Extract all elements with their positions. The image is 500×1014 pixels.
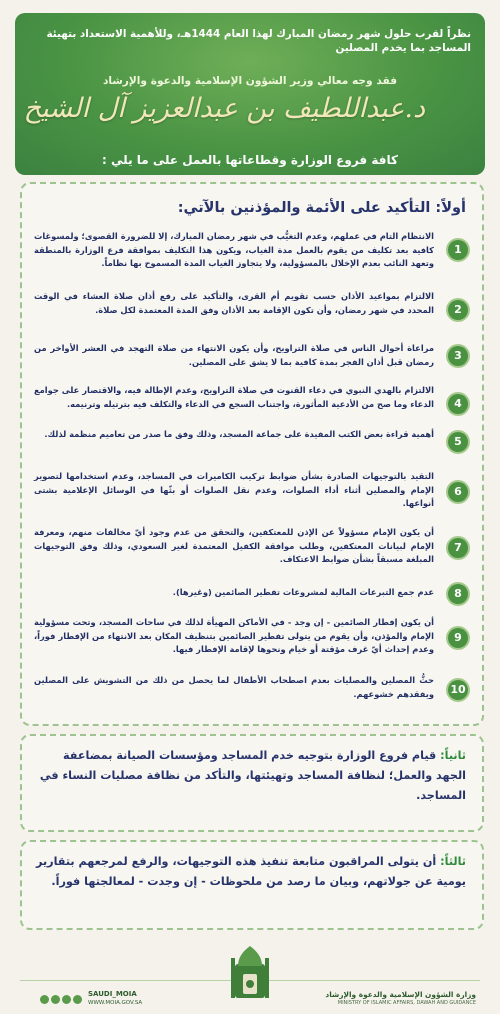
item-number-badge: 8: [448, 584, 468, 604]
item-text: الالتزام بمواعيد الأذان حسب تقويم أم القرى، والتأكيد على رفع أذان صلاة العشاء في الوقت المحدد في شهر رمضان، وأن تكون الإقامة بعد الأذان وفق المدة المعتمدة لكل صلاة.: [34, 291, 434, 315]
item-number-badge: 5: [448, 432, 468, 452]
section-first: [20, 182, 484, 726]
section-third-text: [36, 852, 466, 892]
minister-signature: د.عبداللطيف بن عبدالعزيز آل الشيخ: [23, 93, 425, 124]
item-text: أهمية قراءة بعض الكتب المفيدة على جماعة المسجد، وذلك وفق ما صدر من تعاميم منظمة لذلك.: [44, 429, 434, 439]
item-number-badge: 4: [448, 394, 468, 414]
item-text: حثُّ المصلين والمصليات بعدم اصطحاب الأطفال لما يحصل من ذلك من التشويش على المصلين ويفقدهم خشوعهم.: [34, 675, 434, 699]
item-number-badge: 7: [448, 538, 468, 558]
footer: [0, 934, 500, 1014]
footer-ministry-ar: وزارة الشؤون الإسلامية والدعوة والإرشاد: [325, 990, 476, 999]
footer-handle[interactable]: SAUDI_MOIA: [88, 990, 137, 998]
footer-website[interactable]: WWW.MOIA.GOV.SA: [88, 1000, 143, 1006]
section-third: [20, 840, 484, 930]
section-third-body: أن يتولى المراقبون متابعة تنفيذ هذه التوجيهات، والرفع لمرجعهم بتقارير يومية عن جولاتهم، وبيان ما رصد من ملحوظات - إن وجدت - لمعالجتها فوراً.: [35, 855, 466, 888]
header-directive: فقد وجه معالي وزير الشؤون الإسلامية والدعوة والإرشاد: [102, 75, 398, 87]
item-number-badge: 3: [448, 346, 468, 366]
ministry-logo-icon: [230, 944, 270, 1002]
footer-ministry-en: MINISTRY OF ISLAMIC AFFAIRS, DAWAH AND GUIDANCE: [337, 1000, 476, 1006]
footer-contact: [88, 990, 142, 1006]
header-intro: نظراً لقرب حلول شهر رمضان المبارك لهذا العام 1444هـ، وللأهمية الاستعداد بتهيئة المساجد بما يخدم المصلين: [46, 28, 471, 54]
item-text: الانتظام التام في عملهم، وعدم التغيُّب في شهر رمضان المبارك، إلا للضرورة القصوى؛ ولمسوغات كافية بعد تكليف من يقوم بالعمل مدة الغياب، ويكون هذا التكليف بموافقة فرع الوزارة بالمنطقة وتعهد النائب بعدم الإخلال بالمسؤولية، ولا يتجاوز الغياب المدة المسموح بها نظاماً.: [34, 231, 434, 269]
item-text: أن يكون الإمام مسؤولاً عن الإذن للمعتكفين، والتحقق من عدم وجود أيّ مخالفات منهم، ومعرفة الإمام لبيانات المعتكفين، وطلب موافقة الكفيل المعتمدة لغير السعودي، وذلك وفق التوجيهات المبلغة مسبقاً بشأن ضوابط الاعتكاف.: [34, 527, 434, 565]
footer-ministry: [325, 990, 476, 1006]
instagram-icon[interactable]: [51, 995, 60, 1004]
item-text: مراعاة أحوال الناس في صلاة التراويح، وأن يكون الانتهاء من صلاة التهجد في العشر الأواخر من رمضان قبل أذان الفجر بمدة كافية بما لا يشق على المصلين.: [34, 343, 434, 367]
header-banner: [15, 13, 485, 175]
item-number-badge: 2: [448, 300, 468, 320]
twitter-icon[interactable]: [73, 995, 82, 1004]
section-second-lead: ثانياً:: [440, 749, 466, 762]
item-number-badge: 9: [448, 628, 468, 648]
section-third-lead: ثالثاً:: [440, 855, 466, 868]
social-icons: [40, 989, 82, 1008]
snapchat-icon[interactable]: [40, 995, 49, 1004]
item-number-badge: 1: [448, 240, 468, 260]
item-text: التقيد بالتوجيهات الصادرة بشأن ضوابط تركيب الكاميرات في المساجد، وعدم استخدامها لتصوير الإمام والمصلين أثناء أداء الصلوات، وعدم نقل الصلوات أو بثّها في الوسائل الإعلامية بشتى أنواعها.: [34, 471, 434, 509]
section-first-title: أولاً: التأكيد على الأئمة والمؤذنين بالآتي:: [177, 200, 466, 216]
item-text: أن يكون إفطار الصائمين - إن وجد - في الأماكن المهيأة لذلك في ساحات المسجد، وتحت مسؤولية الإمام والمؤذن، وأن يقوم من يتولى تفطير الصائمين بتنظيف المكان بعد الانتهاء من الإفطار فوراً، وعدم إحداث أيّ غرف مؤقتة أو خيام ونحوها لإقامة الإفطار فيها.: [34, 617, 434, 655]
facebook-icon[interactable]: [62, 995, 71, 1004]
section-second-text: [36, 746, 466, 806]
section-second-body: قيام فروع الوزارة بتوجيه خدم المساجد ومؤسسات الصيانة بمضاعفة الجهد والعمل؛ لنظافة المساجد وتهيئتها، والتأكد من نظافة مصليات النساء في المساجد.: [39, 749, 466, 802]
item-number-badge: 10: [448, 680, 468, 700]
item-text: الالتزام بالهدي النبوي في دعاء القنوت في صلاة التراويح، وعدم الإطالة فيه، والاقتصار على جوامع الدعاء وما صح من الأدعية المأثورة، واجتناب السجع في الدعاء والتكلف فيه بترتيله وترنيمه.: [34, 385, 434, 409]
section-second: [20, 734, 484, 832]
item-text: عدم جمع التبرعات المالية لمشروعات تفطير الصائمين (وغيرها).: [172, 587, 434, 597]
item-number-badge: 6: [448, 482, 468, 502]
header-instruction: كافة فروع الوزارة وقطاعاتها بالعمل على ما يلي :: [102, 153, 398, 167]
